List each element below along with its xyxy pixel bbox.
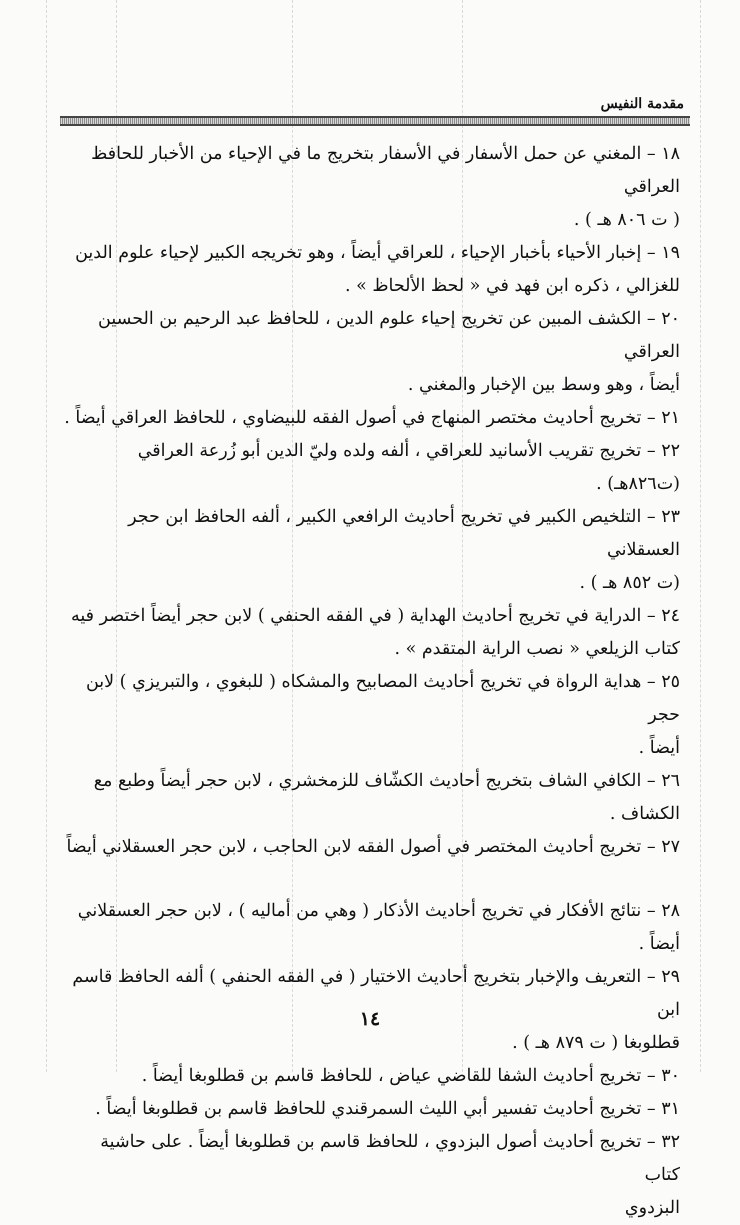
entry-line: ٢٤ – الدراية في تخريج أحاديث الهداية ( في الفقه الحنفي ) لابن حجر أيضاً اختصر فيه xyxy=(71,606,680,626)
entry-line: ١٩ – إخبار الأحياء بأخبار الإحياء ، للعراقي أيضاً ، وهو تخريجه الكبير لإحياء علوم الدين xyxy=(75,243,680,263)
entry-continuation: أيضاً . xyxy=(638,934,680,954)
list-item xyxy=(62,1093,680,1126)
entry-continuation: كتاب الزيلعي « نصب الراية المتقدم » . xyxy=(394,639,680,659)
list-item xyxy=(62,435,680,501)
entry-line: ٢٦ – الكافي الشاف بتخريج أحاديث الكشّاف للزمخشري ، لابن حجر أيضاً وطبع مع xyxy=(93,771,680,791)
list-item xyxy=(62,831,680,864)
entry-line: ٢٠ – الكشف المبين عن تخريج إحياء علوم الدين ، للحافظ عبد الرحيم بن الحسين العراقي xyxy=(98,309,680,362)
entry-continuation: قطلوبغا ( ت ٨٧٩ هـ ) . xyxy=(512,1033,680,1053)
entry-line: ٢٢ – تخريج تقريب الأسانيد للعراقي ، ألفه ولده وليّ الدين أبو زُرعة العراقي (ت٨٢٦هـ) . xyxy=(137,441,680,494)
entry-line: ٣٠ – تخريج أحاديث الشفا للقاضي عياض ، للحافظ قاسم بن قطلوبغا أيضاً . xyxy=(141,1066,680,1086)
list-item xyxy=(62,765,680,831)
entry-line: ٣٢ – تخريج أحاديث أصول البزدوي ، للحافظ قاسم بن قطلوبغا أيضاً . على حاشية كتاب xyxy=(100,1132,680,1185)
entry-continuation: أيضاً ، وهو وسط بين الإخبار والمغني . xyxy=(407,375,680,395)
list-item xyxy=(62,666,680,765)
guide-line xyxy=(700,0,701,1072)
list-item xyxy=(62,237,680,303)
entry-continuation: (ت ٨٥٢ هـ ) . xyxy=(579,573,680,593)
list-item xyxy=(62,303,680,402)
list-item xyxy=(62,600,680,666)
entry-line: ١٨ – المغني عن حمل الأسفار في الأسفار بتخريج ما في الإحياء من الأخبار للحافظ العراقي xyxy=(91,144,680,197)
guide-line xyxy=(46,0,47,1072)
list-item xyxy=(62,402,680,435)
entry-continuation: للغزالي ، ذكره ابن فهد في « لحظ الألحاظ » . xyxy=(344,276,680,296)
list-item xyxy=(62,1126,680,1225)
entry-line: ٢١ – تخريج أحاديث مختصر المنهاج في أصول الفقه للبيضاوي ، للحافظ العراقي أيضاً . xyxy=(64,408,680,428)
list-item xyxy=(62,501,680,600)
header-rule xyxy=(60,116,690,126)
list-item xyxy=(62,1060,680,1093)
running-header: مقدمة النفيس xyxy=(600,96,684,112)
entry-continuation: أيضاً . xyxy=(638,738,680,758)
page-number: ١٤ xyxy=(359,1008,381,1030)
list-item xyxy=(62,138,680,237)
entry-line: ٢٨ – نتائج الأفكار في تخريج أحاديث الأذكار ( وهي من أماليه ) ، لابن حجر العسقلاني xyxy=(77,901,680,921)
entry-continuation: البزدوي xyxy=(624,1198,680,1218)
entry-continuation: ( ت ٨٠٦ هـ ) . xyxy=(573,210,680,230)
entry-line: ٣١ – تخريج أحاديث تفسير أبي الليث السمرقندي للحافظ قاسم بن قطلوبغا أيضاً . xyxy=(95,1099,680,1119)
entry-continuation: الكشاف . xyxy=(609,804,680,824)
entries-list xyxy=(62,138,680,1225)
entry-line: ٢٥ – هداية الرواة في تخريج أحاديث المصابيح والمشكاه ( للبغوي ، والتبريزي ) لابن حجر xyxy=(85,672,680,725)
entry-line: ٢٩ – التعريف والإخبار بتخريج أحاديث الاختيار ( في الفقه الحنفي ) ألفه الحافظ قاسم ابن xyxy=(72,967,680,1020)
entry-line: ٢٧ – تخريج أحاديث المختصر في أصول الفقه لابن الحاجب ، لابن حجر العسقلاني أيضاً xyxy=(66,837,680,857)
list-item xyxy=(62,895,680,961)
entry-line: ٢٣ – التلخيص الكبير في تخريج أحاديث الرافعي الكبير ، ألفه الحافظ ابن حجر العسقلاني xyxy=(128,507,680,560)
